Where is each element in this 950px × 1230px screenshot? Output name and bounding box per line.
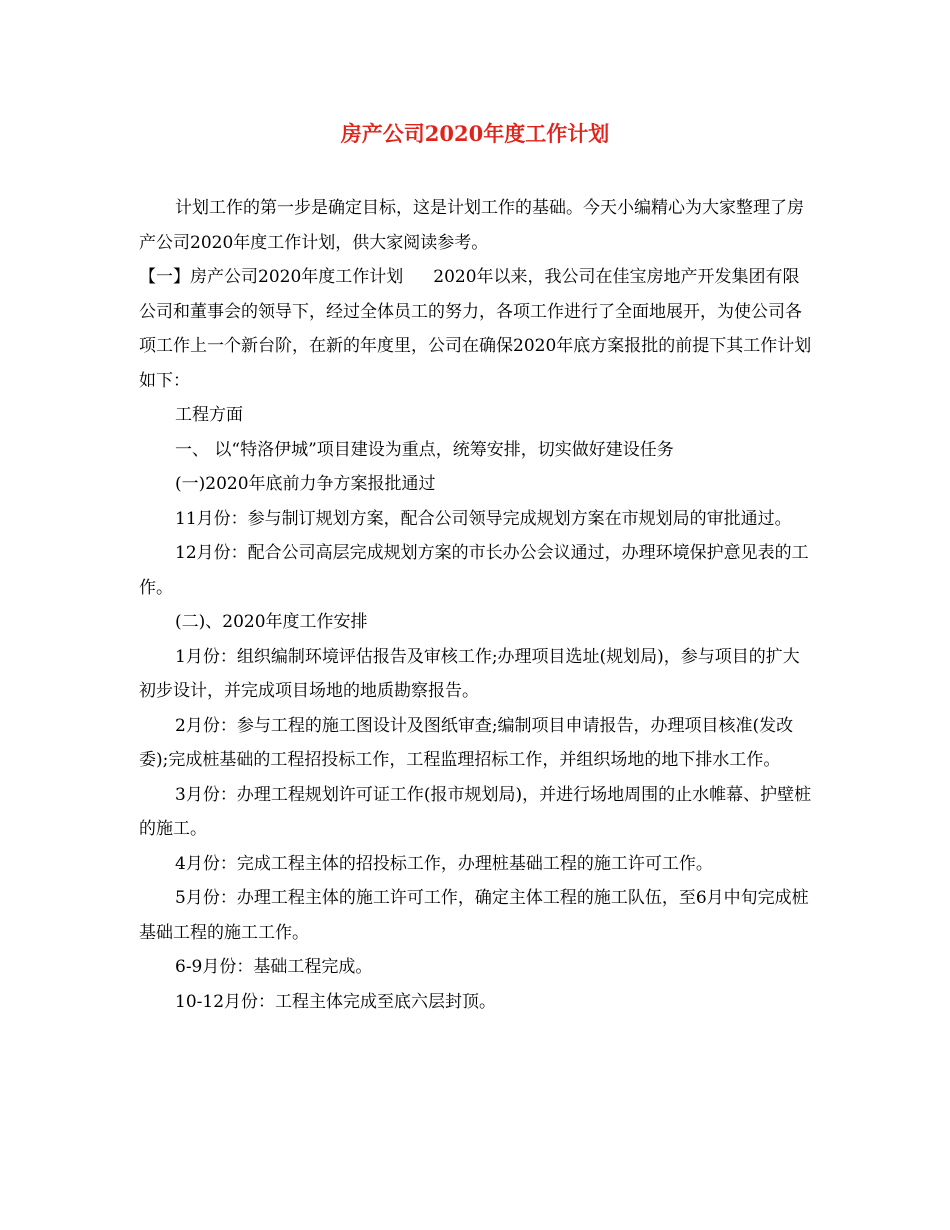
paragraph-may: 5月份：办理工程主体的施工许可工作，确定主体工程的施工队伍，至6月中旬完成桩基础工程的施工工作。 [139,888,809,943]
paragraph-february: 2月份：参与工程的施工图设计及图纸审查;编制项目申请报告，办理项目核准(发改委);完成桩基础的工程招投标工作，工程监理招标工作，并组织场地的地下排水工作。 [139,715,794,770]
paragraph-january: 1月份：组织编制环境评估报告及审核工作;办理项目选址(规划局)，参与项目的扩大初步设计，并完成项目场地的地质勘察报告。 [139,646,800,701]
paragraph-june-september: 6-9月份：基础工程完成。 [175,957,373,977]
paragraph-december: 12月份：配合公司高层完成规划方案的市长办公会议通过，办理环境保护意见表的工作。 [139,543,809,598]
paragraph-sub-one: (一)2020年底前力争方案报批通过 [175,474,436,494]
paragraph-sub-two: (二)、2020年度工作安排 [175,612,368,632]
document-title: 房产公司2020年度工作计划 [340,121,610,146]
paragraph-item-one: 一、 以“特洛伊城”项目建设为重点，统筹安排，切实做好建设任务 [175,439,674,460]
paragraph-november: 11月份：参与制订规划方案，配合公司领导完成规划方案在市规划局的审批通过。 [175,508,792,529]
paragraph-april: 4月份：完成工程主体的招投标工作，办理桩基础工程的施工许可工作。 [175,853,713,874]
section-one-heading: 【一】房产公司2020年度工作计划 [139,267,404,287]
paragraph-october-december: 10-12月份：工程主体完成至底六层封顶。 [175,991,497,1012]
paragraph-intro: 计划工作的第一步是确定目标，这是计划工作的基础。今天小编精心为大家整理了房产公司2020年度工作计划，供大家阅读参考。 [139,198,804,253]
paragraph-engineering-heading: 工程方面 [175,405,243,425]
paragraph-march: 3月份：办理工程规划许可证工作(报市规划局)，并进行场地周围的止水帷幕、护壁桩的施工。 [139,784,812,839]
paragraph-section-one [139,260,815,398]
document-body [139,191,815,1019]
section-one-body: 2020年以来，我公司在佳宝房地产开发集团有限公司和董事会的领导下，经过全体员工的努力，各项工作进行了全面地展开，为使公司各项工作上一个新台阶，在新的年度里，公司在确保2020年底方案报批的前提下其工作计划如下： [139,267,812,391]
